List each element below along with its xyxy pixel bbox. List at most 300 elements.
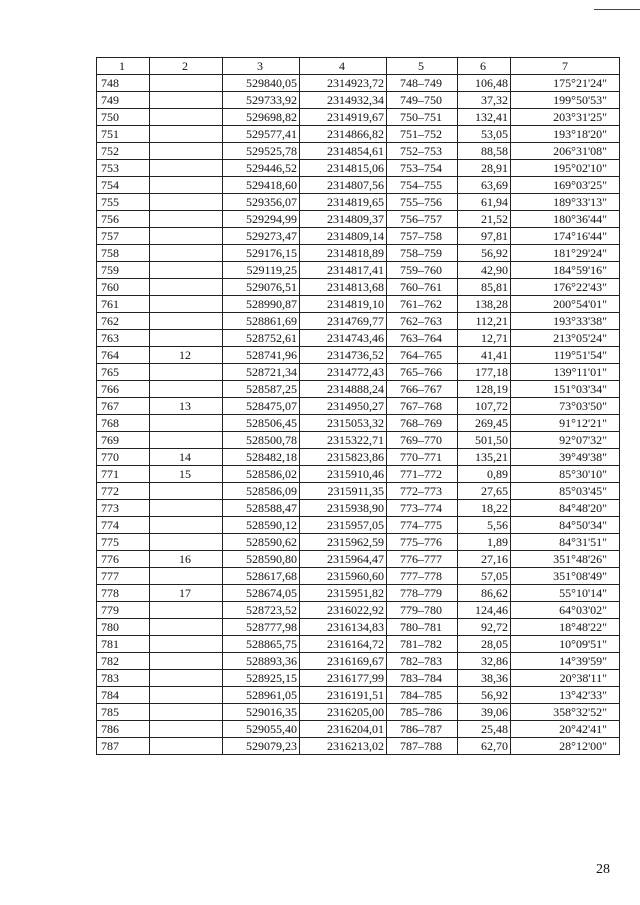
y-coordinate-cell: 2314813,68: [300, 279, 387, 296]
x-coordinate-cell: 529840,05: [223, 75, 300, 92]
bearing-cell: 28°12'00": [511, 738, 620, 755]
x-coordinate-cell: 528482,18: [223, 449, 300, 466]
bearing-cell: 199°50'53": [511, 92, 620, 109]
node-number-cell: [150, 619, 223, 636]
node-number-cell: [150, 143, 223, 160]
segment-cell: 782–783: [387, 653, 458, 670]
distance-cell: 177,18: [458, 364, 511, 381]
bearing-cell: 14°39'59": [511, 653, 620, 670]
y-coordinate-cell: 2316191,51: [300, 687, 387, 704]
segment-cell: 765–766: [387, 364, 458, 381]
bearing-cell: 18°48'22": [511, 619, 620, 636]
table-row: [97, 653, 620, 670]
x-coordinate-cell: 528587,25: [223, 381, 300, 398]
point-number-cell: 765: [97, 364, 150, 381]
segment-cell: 749–750: [387, 92, 458, 109]
point-number-cell: 775: [97, 534, 150, 551]
distance-cell: 88,58: [458, 143, 511, 160]
x-coordinate-cell: 528861,69: [223, 313, 300, 330]
x-coordinate-cell: 529577,41: [223, 126, 300, 143]
y-coordinate-cell: 2314736,52: [300, 347, 387, 364]
segment-cell: 761–762: [387, 296, 458, 313]
y-coordinate-cell: 2314743,46: [300, 330, 387, 347]
y-coordinate-cell: 2315910,46: [300, 466, 387, 483]
column-header: 3: [223, 58, 300, 75]
node-number-cell: [150, 636, 223, 653]
x-coordinate-cell: 528500,78: [223, 432, 300, 449]
segment-cell: 753–754: [387, 160, 458, 177]
distance-cell: 106,48: [458, 75, 511, 92]
distance-cell: 107,72: [458, 398, 511, 415]
point-number-cell: 763: [97, 330, 150, 347]
node-number-cell: [150, 534, 223, 551]
node-number-cell: [150, 75, 223, 92]
segment-cell: 763–764: [387, 330, 458, 347]
segment-cell: 785–786: [387, 704, 458, 721]
distance-cell: 124,46: [458, 602, 511, 619]
segment-cell: 769–770: [387, 432, 458, 449]
y-coordinate-cell: 2314772,43: [300, 364, 387, 381]
node-number-cell: [150, 364, 223, 381]
node-number-cell: 12: [150, 347, 223, 364]
y-coordinate-cell: 2316134,83: [300, 619, 387, 636]
distance-cell: 28,91: [458, 160, 511, 177]
point-number-cell: 768: [97, 415, 150, 432]
distance-cell: 112,21: [458, 313, 511, 330]
segment-cell: 759–760: [387, 262, 458, 279]
x-coordinate-cell: 529076,51: [223, 279, 300, 296]
bearing-cell: 20°42'41": [511, 721, 620, 738]
node-number-cell: [150, 194, 223, 211]
bearing-cell: 213°05'24": [511, 330, 620, 347]
node-number-cell: [150, 432, 223, 449]
x-coordinate-cell: 528777,98: [223, 619, 300, 636]
point-number-cell: 769: [97, 432, 150, 449]
segment-cell: 754–755: [387, 177, 458, 194]
node-number-cell: [150, 330, 223, 347]
x-coordinate-cell: 528586,09: [223, 483, 300, 500]
x-coordinate-cell: 528990,87: [223, 296, 300, 313]
y-coordinate-cell: 2315053,32: [300, 415, 387, 432]
node-number-cell: 14: [150, 449, 223, 466]
x-coordinate-cell: 528925,15: [223, 670, 300, 687]
distance-cell: 28,05: [458, 636, 511, 653]
table-row: [97, 687, 620, 704]
bearing-cell: 200°54'01": [511, 296, 620, 313]
y-coordinate-cell: 2315938,90: [300, 500, 387, 517]
distance-cell: 501,50: [458, 432, 511, 449]
bearing-cell: 181°29'24": [511, 245, 620, 262]
table-row: [97, 636, 620, 653]
distance-cell: 57,05: [458, 568, 511, 585]
table-row: [97, 721, 620, 738]
segment-cell: 786–787: [387, 721, 458, 738]
node-number-cell: [150, 92, 223, 109]
column-header: 1: [97, 58, 150, 75]
node-number-cell: [150, 568, 223, 585]
segment-cell: 777–778: [387, 568, 458, 585]
table-row: [97, 279, 620, 296]
bearing-cell: 358°32'52": [511, 704, 620, 721]
distance-cell: 269,45: [458, 415, 511, 432]
bearing-cell: 84°48'20": [511, 500, 620, 517]
table-row: [97, 517, 620, 534]
distance-cell: 0,89: [458, 466, 511, 483]
y-coordinate-cell: 2314919,67: [300, 109, 387, 126]
point-number-cell: 776: [97, 551, 150, 568]
table-row: [97, 670, 620, 687]
y-coordinate-cell: 2314950,27: [300, 398, 387, 415]
point-number-cell: 749: [97, 92, 150, 109]
segment-cell: 771–772: [387, 466, 458, 483]
distance-cell: 56,92: [458, 245, 511, 262]
x-coordinate-cell: 529356,07: [223, 194, 300, 211]
y-coordinate-cell: 2315960,60: [300, 568, 387, 585]
point-number-cell: 783: [97, 670, 150, 687]
table-row: [97, 313, 620, 330]
table-row: [97, 126, 620, 143]
x-coordinate-cell: 528590,80: [223, 551, 300, 568]
table-body: [97, 75, 620, 755]
bearing-cell: 84°50'34": [511, 517, 620, 534]
point-number-cell: 760: [97, 279, 150, 296]
point-number-cell: 766: [97, 381, 150, 398]
table-row: [97, 143, 620, 160]
y-coordinate-cell: 2316164,72: [300, 636, 387, 653]
distance-cell: 1,89: [458, 534, 511, 551]
point-number-cell: 785: [97, 704, 150, 721]
table-row: [97, 534, 620, 551]
distance-cell: 39,06: [458, 704, 511, 721]
distance-cell: 42,90: [458, 262, 511, 279]
x-coordinate-cell: 528475,07: [223, 398, 300, 415]
table-row: [97, 619, 620, 636]
x-coordinate-cell: 528752,61: [223, 330, 300, 347]
distance-cell: 85,81: [458, 279, 511, 296]
bearing-cell: 20°38'11": [511, 670, 620, 687]
y-coordinate-cell: 2314866,82: [300, 126, 387, 143]
table-row: [97, 381, 620, 398]
table-row: [97, 551, 620, 568]
node-number-cell: [150, 126, 223, 143]
distance-cell: 21,52: [458, 211, 511, 228]
node-number-cell: [150, 262, 223, 279]
point-number-cell: 748: [97, 75, 150, 92]
segment-cell: 772–773: [387, 483, 458, 500]
bearing-cell: 206°31'08": [511, 143, 620, 160]
distance-cell: 25,48: [458, 721, 511, 738]
distance-cell: 41,41: [458, 347, 511, 364]
node-number-cell: [150, 109, 223, 126]
x-coordinate-cell: 528586,02: [223, 466, 300, 483]
x-coordinate-cell: 528721,34: [223, 364, 300, 381]
x-coordinate-cell: 528617,68: [223, 568, 300, 585]
x-coordinate-cell: 529119,25: [223, 262, 300, 279]
y-coordinate-cell: 2314809,14: [300, 228, 387, 245]
bearing-cell: 174°16'44": [511, 228, 620, 245]
table-row: [97, 449, 620, 466]
segment-cell: 766–767: [387, 381, 458, 398]
table-row: [97, 398, 620, 415]
segment-cell: 756–757: [387, 211, 458, 228]
point-number-cell: 784: [97, 687, 150, 704]
coordinates-table: [96, 57, 620, 755]
distance-cell: 63,69: [458, 177, 511, 194]
y-coordinate-cell: 2314817,41: [300, 262, 387, 279]
table-row: [97, 483, 620, 500]
distance-cell: 32,86: [458, 653, 511, 670]
point-number-cell: 764: [97, 347, 150, 364]
x-coordinate-cell: 529733,92: [223, 92, 300, 109]
point-number-cell: 771: [97, 466, 150, 483]
bearing-cell: 13°42'33": [511, 687, 620, 704]
node-number-cell: 16: [150, 551, 223, 568]
node-number-cell: [150, 279, 223, 296]
distance-cell: 12,71: [458, 330, 511, 347]
table-row: [97, 160, 620, 177]
x-coordinate-cell: 528865,75: [223, 636, 300, 653]
y-coordinate-cell: 2314769,77: [300, 313, 387, 330]
bearing-cell: 85°03'45": [511, 483, 620, 500]
point-number-cell: 777: [97, 568, 150, 585]
y-coordinate-cell: 2315322,71: [300, 432, 387, 449]
distance-cell: 92,72: [458, 619, 511, 636]
bearing-cell: 189°33'13": [511, 194, 620, 211]
node-number-cell: [150, 245, 223, 262]
point-number-cell: 753: [97, 160, 150, 177]
bearing-cell: 176°22'43": [511, 279, 620, 296]
y-coordinate-cell: 2314815,06: [300, 160, 387, 177]
point-number-cell: 786: [97, 721, 150, 738]
point-number-cell: 772: [97, 483, 150, 500]
table-row: [97, 585, 620, 602]
x-coordinate-cell: 529698,82: [223, 109, 300, 126]
distance-cell: 97,81: [458, 228, 511, 245]
page-number: 28: [596, 862, 610, 877]
node-number-cell: [150, 211, 223, 228]
table-row: [97, 466, 620, 483]
y-coordinate-cell: 2315951,82: [300, 585, 387, 602]
x-coordinate-cell: 528590,12: [223, 517, 300, 534]
node-number-cell: [150, 177, 223, 194]
bearing-cell: 169°03'25": [511, 177, 620, 194]
segment-cell: 781–782: [387, 636, 458, 653]
bearing-cell: 91°12'21": [511, 415, 620, 432]
distance-cell: 128,19: [458, 381, 511, 398]
point-number-cell: 761: [97, 296, 150, 313]
segment-cell: 752–753: [387, 143, 458, 160]
x-coordinate-cell: 529079,23: [223, 738, 300, 755]
x-coordinate-cell: 529525,78: [223, 143, 300, 160]
node-number-cell: [150, 738, 223, 755]
bearing-cell: 92°07'32": [511, 432, 620, 449]
x-coordinate-cell: 528723,52: [223, 602, 300, 619]
segment-cell: 751–752: [387, 126, 458, 143]
x-coordinate-cell: 529016,35: [223, 704, 300, 721]
node-number-cell: [150, 381, 223, 398]
y-coordinate-cell: 2315957,05: [300, 517, 387, 534]
distance-cell: 56,92: [458, 687, 511, 704]
segment-cell: 748–749: [387, 75, 458, 92]
point-number-cell: 770: [97, 449, 150, 466]
segment-cell: 757–758: [387, 228, 458, 245]
y-coordinate-cell: 2314854,61: [300, 143, 387, 160]
segment-cell: 770–771: [387, 449, 458, 466]
column-header: 6: [458, 58, 511, 75]
bearing-cell: 151°03'34": [511, 381, 620, 398]
bearing-cell: 39°49'38": [511, 449, 620, 466]
point-number-cell: 757: [97, 228, 150, 245]
node-number-cell: 15: [150, 466, 223, 483]
point-number-cell: 781: [97, 636, 150, 653]
segment-cell: 783–784: [387, 670, 458, 687]
table-row: [97, 704, 620, 721]
y-coordinate-cell: 2316169,67: [300, 653, 387, 670]
segment-cell: 776–777: [387, 551, 458, 568]
distance-cell: 18,22: [458, 500, 511, 517]
point-number-cell: 778: [97, 585, 150, 602]
y-coordinate-cell: 2316213,02: [300, 738, 387, 755]
bearing-cell: 84°31'51": [511, 534, 620, 551]
point-number-cell: 750: [97, 109, 150, 126]
point-number-cell: 774: [97, 517, 150, 534]
point-number-cell: 767: [97, 398, 150, 415]
y-coordinate-cell: 2315911,35: [300, 483, 387, 500]
x-coordinate-cell: 528893,36: [223, 653, 300, 670]
bearing-cell: 184°59'16": [511, 262, 620, 279]
column-header: 7: [511, 58, 620, 75]
segment-cell: 767–768: [387, 398, 458, 415]
segment-cell: 778–779: [387, 585, 458, 602]
table-row: [97, 415, 620, 432]
segment-cell: 775–776: [387, 534, 458, 551]
point-number-cell: 754: [97, 177, 150, 194]
point-number-cell: 762: [97, 313, 150, 330]
header-row: [97, 58, 620, 75]
distance-cell: 53,05: [458, 126, 511, 143]
segment-cell: 764–765: [387, 347, 458, 364]
table-row: [97, 262, 620, 279]
column-header: 2: [150, 58, 223, 75]
distance-cell: 138,28: [458, 296, 511, 313]
node-number-cell: [150, 228, 223, 245]
node-number-cell: [150, 704, 223, 721]
y-coordinate-cell: 2314809,37: [300, 211, 387, 228]
point-number-cell: 787: [97, 738, 150, 755]
bearing-cell: 351°48'26": [511, 551, 620, 568]
node-number-cell: [150, 653, 223, 670]
y-coordinate-cell: 2314923,72: [300, 75, 387, 92]
y-coordinate-cell: 2314807,56: [300, 177, 387, 194]
column-header: 5: [387, 58, 458, 75]
point-number-cell: 782: [97, 653, 150, 670]
segment-cell: 773–774: [387, 500, 458, 517]
table-row: [97, 228, 620, 245]
node-number-cell: 17: [150, 585, 223, 602]
distance-cell: 27,16: [458, 551, 511, 568]
bearing-cell: 193°33'38": [511, 313, 620, 330]
node-number-cell: [150, 483, 223, 500]
point-number-cell: 779: [97, 602, 150, 619]
segment-cell: 779–780: [387, 602, 458, 619]
table-row: [97, 432, 620, 449]
node-number-cell: [150, 313, 223, 330]
y-coordinate-cell: 2315964,47: [300, 551, 387, 568]
table-row: [97, 602, 620, 619]
distance-cell: 37,32: [458, 92, 511, 109]
segment-cell: 760–761: [387, 279, 458, 296]
table-row: [97, 177, 620, 194]
table-row: [97, 296, 620, 313]
bearing-cell: 85°30'10": [511, 466, 620, 483]
segment-cell: 762–763: [387, 313, 458, 330]
segment-cell: 758–759: [387, 245, 458, 262]
point-number-cell: 780: [97, 619, 150, 636]
point-number-cell: 758: [97, 245, 150, 262]
y-coordinate-cell: 2316022,92: [300, 602, 387, 619]
table-row: [97, 245, 620, 262]
table-row: [97, 194, 620, 211]
table-row: [97, 92, 620, 109]
x-coordinate-cell: 529176,15: [223, 245, 300, 262]
y-coordinate-cell: 2316205,00: [300, 704, 387, 721]
x-coordinate-cell: 529418,60: [223, 177, 300, 194]
node-number-cell: [150, 670, 223, 687]
segment-cell: 787–788: [387, 738, 458, 755]
distance-cell: 62,70: [458, 738, 511, 755]
segment-cell: 750–751: [387, 109, 458, 126]
node-number-cell: [150, 721, 223, 738]
bearing-cell: 64°03'02": [511, 602, 620, 619]
x-coordinate-cell: 529055,40: [223, 721, 300, 738]
point-number-cell: 752: [97, 143, 150, 160]
table-row: [97, 211, 620, 228]
x-coordinate-cell: 529294,99: [223, 211, 300, 228]
y-coordinate-cell: 2314932,34: [300, 92, 387, 109]
node-number-cell: [150, 517, 223, 534]
distance-cell: 61,94: [458, 194, 511, 211]
segment-cell: 755–756: [387, 194, 458, 211]
distance-cell: 135,21: [458, 449, 511, 466]
x-coordinate-cell: 528590,62: [223, 534, 300, 551]
segment-cell: 774–775: [387, 517, 458, 534]
segment-cell: 768–769: [387, 415, 458, 432]
bearing-cell: 195°02'10": [511, 160, 620, 177]
segment-cell: 780–781: [387, 619, 458, 636]
node-number-cell: [150, 160, 223, 177]
bearing-cell: 193°18'20": [511, 126, 620, 143]
node-number-cell: [150, 296, 223, 313]
x-coordinate-cell: 528741,96: [223, 347, 300, 364]
bearing-cell: 73°03'50": [511, 398, 620, 415]
y-coordinate-cell: 2314818,89: [300, 245, 387, 262]
point-number-cell: 759: [97, 262, 150, 279]
y-coordinate-cell: 2315962,59: [300, 534, 387, 551]
bearing-cell: 203°31'25": [511, 109, 620, 126]
x-coordinate-cell: 529273,47: [223, 228, 300, 245]
segment-cell: 784–785: [387, 687, 458, 704]
x-coordinate-cell: 528506,45: [223, 415, 300, 432]
point-number-cell: 751: [97, 126, 150, 143]
node-number-cell: 13: [150, 398, 223, 415]
table-row: [97, 568, 620, 585]
column-header: 4: [300, 58, 387, 75]
bearing-cell: 175°21'24": [511, 75, 620, 92]
table-row: [97, 500, 620, 517]
distance-cell: 27,65: [458, 483, 511, 500]
table-row: [97, 330, 620, 347]
y-coordinate-cell: 2314819,65: [300, 194, 387, 211]
